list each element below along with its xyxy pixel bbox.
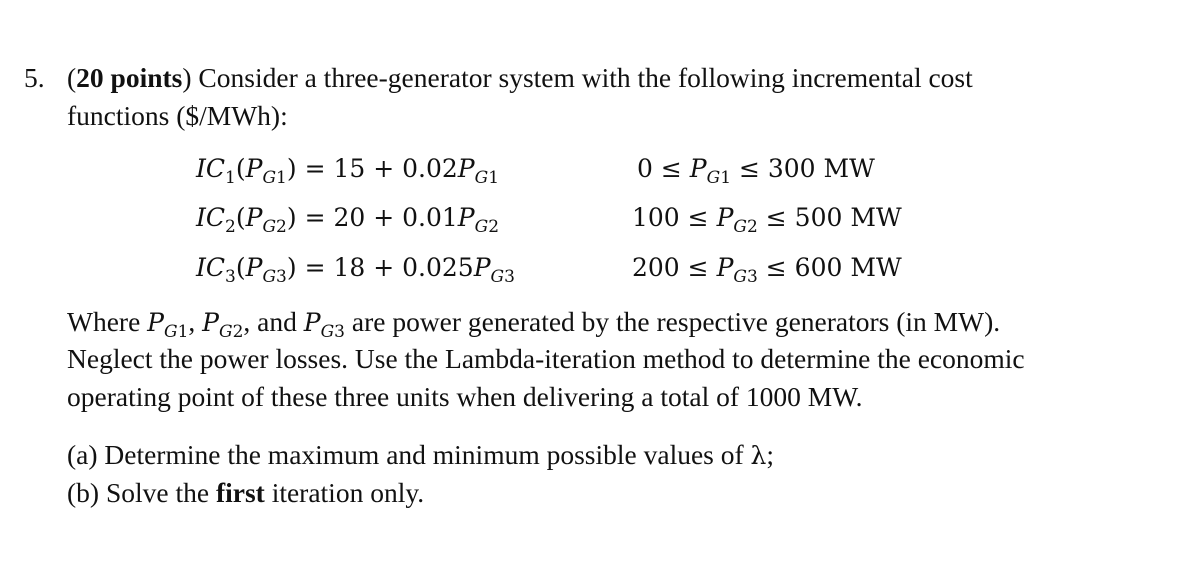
pg1-high: ≤ 300 MW (738, 154, 875, 183)
pg2-sub-num: 2 (747, 217, 758, 237)
ic2-func-sub: 2 (225, 217, 236, 237)
ic2-rhs: = 20 + 0.01 (304, 203, 458, 232)
ic2-var: P (245, 203, 263, 232)
ic1-rhs-var: P (457, 154, 475, 183)
pg1-var: P (689, 154, 707, 183)
ic3-rhs-sub-letter: G (490, 267, 505, 287)
pg1-sub-num: 1 (720, 168, 732, 188)
ic1-var: P (245, 154, 263, 183)
equation-ic3: $IC_3(P_{G3}) = 18 + 0.025P_{G3}$ (196, 253, 515, 287)
ic3-rhs: = 18 + 0.025 (304, 253, 474, 282)
paragraph-line-2: Neglect the power losses. Use the Lambda-iteration method to determine the economic (67, 343, 1025, 374)
ic3-var-sub-num: 3 (276, 267, 287, 287)
pg2-high: ≤ 500 MW (765, 203, 902, 232)
para-pg1-sub-num: 1 (177, 322, 189, 342)
ic3-func-sub: 3 (225, 267, 236, 287)
part-b-bold: first (215, 477, 265, 508)
ic1-var-sub-letter: G (262, 168, 277, 188)
constraint-pg2 (632, 205, 902, 236)
pg2-var: P (716, 203, 734, 232)
ic1-var-sub-num: 1 (276, 168, 287, 188)
ic3-var: P (245, 253, 263, 282)
para-pg3-sub-num: 3 (334, 322, 345, 342)
ic3-func: IC (196, 253, 226, 282)
pg1-low: 0 ≤ (637, 154, 682, 183)
para-pg2 (202, 308, 244, 342)
para-rest-line-1: are power generated by the respective generators (in MW). (345, 306, 1001, 337)
part-b-before: (b) Solve the (67, 477, 216, 508)
pg2-sub-letter: G (733, 217, 747, 237)
para-and: , and (243, 306, 297, 337)
para-pg2-sub-letter: G (218, 322, 233, 342)
question-intro-line-2: functions ($/MWh): (67, 100, 288, 131)
pg1-sub-letter: G (706, 168, 721, 188)
ic1-rhs-sub-num: 1 (488, 168, 500, 188)
para-pg1 (147, 308, 189, 342)
constraint-pg3 (632, 255, 902, 286)
part-a-end: ; (766, 439, 775, 470)
para-comma: , (188, 306, 196, 337)
ic2-func: IC (196, 203, 226, 232)
question-number: 5. (24, 62, 45, 93)
pg3-sub-num: 3 (747, 267, 758, 287)
para-pg2-var: P (202, 308, 219, 337)
ic2-var-sub-num: 2 (276, 217, 287, 237)
ic2-rhs-sub-letter: G (474, 217, 489, 237)
ic1-rhs: = 15 + 0.02 (304, 154, 458, 183)
ic2-rhs-var: P (457, 203, 475, 232)
question-intro-line-1 (67, 64, 973, 92)
intro-text: ) Consider a three-generator system with the following incremental cost (182, 62, 973, 93)
constraint-pg1 (637, 156, 875, 187)
lambda-symbol: λ (750, 441, 767, 470)
ic3-var-sub-letter: G (262, 267, 277, 287)
ic3-rhs-var: P (473, 253, 491, 282)
pg3-low: 200 ≤ (632, 253, 709, 282)
where-word: Where (67, 306, 141, 337)
ic2-var-sub-letter: G (262, 217, 277, 237)
equation-ic2: $IC_2(P_{G2}) = 20 + 0.01P_{G2}$ (196, 203, 500, 237)
pg2-low: 100 ≤ (632, 203, 709, 232)
para-pg2-sub-num: 2 (232, 322, 244, 342)
para-pg3-sub-letter: G (320, 322, 335, 342)
pg3-high: ≤ 600 MW (765, 253, 902, 282)
para-pg1-var: P (147, 308, 164, 337)
points-label: 20 points (76, 62, 183, 93)
ic3-rhs-sub-num: 3 (504, 267, 515, 287)
part-a (67, 441, 774, 469)
ic1-rhs-sub-letter: G (474, 168, 489, 188)
pg3-sub-letter: G (733, 267, 747, 287)
intro-open-paren: ( (67, 62, 77, 93)
ic1-func-sub: 1 (225, 168, 236, 188)
part-b (67, 479, 424, 507)
paragraph-line-3: operating point of these three units when delivering a total of 1000 MW. (67, 381, 863, 412)
para-pg1-sub-letter: G (163, 322, 178, 342)
ic2-rhs-sub-num: 2 (488, 217, 500, 237)
pg3-var: P (716, 253, 734, 282)
para-pg3-var: P (303, 308, 321, 337)
part-a-text: (a) Determine the maximum and minimum possible values of (67, 439, 744, 470)
part-b-after: iteration only. (264, 477, 425, 508)
equation-ic1: $IC_1(P_{G1}) = 15 + 0.02P_{G1}$ (196, 154, 500, 188)
ic1-func: IC (196, 154, 226, 183)
para-pg3 (303, 308, 345, 342)
paragraph-line-1 (67, 308, 1000, 341)
